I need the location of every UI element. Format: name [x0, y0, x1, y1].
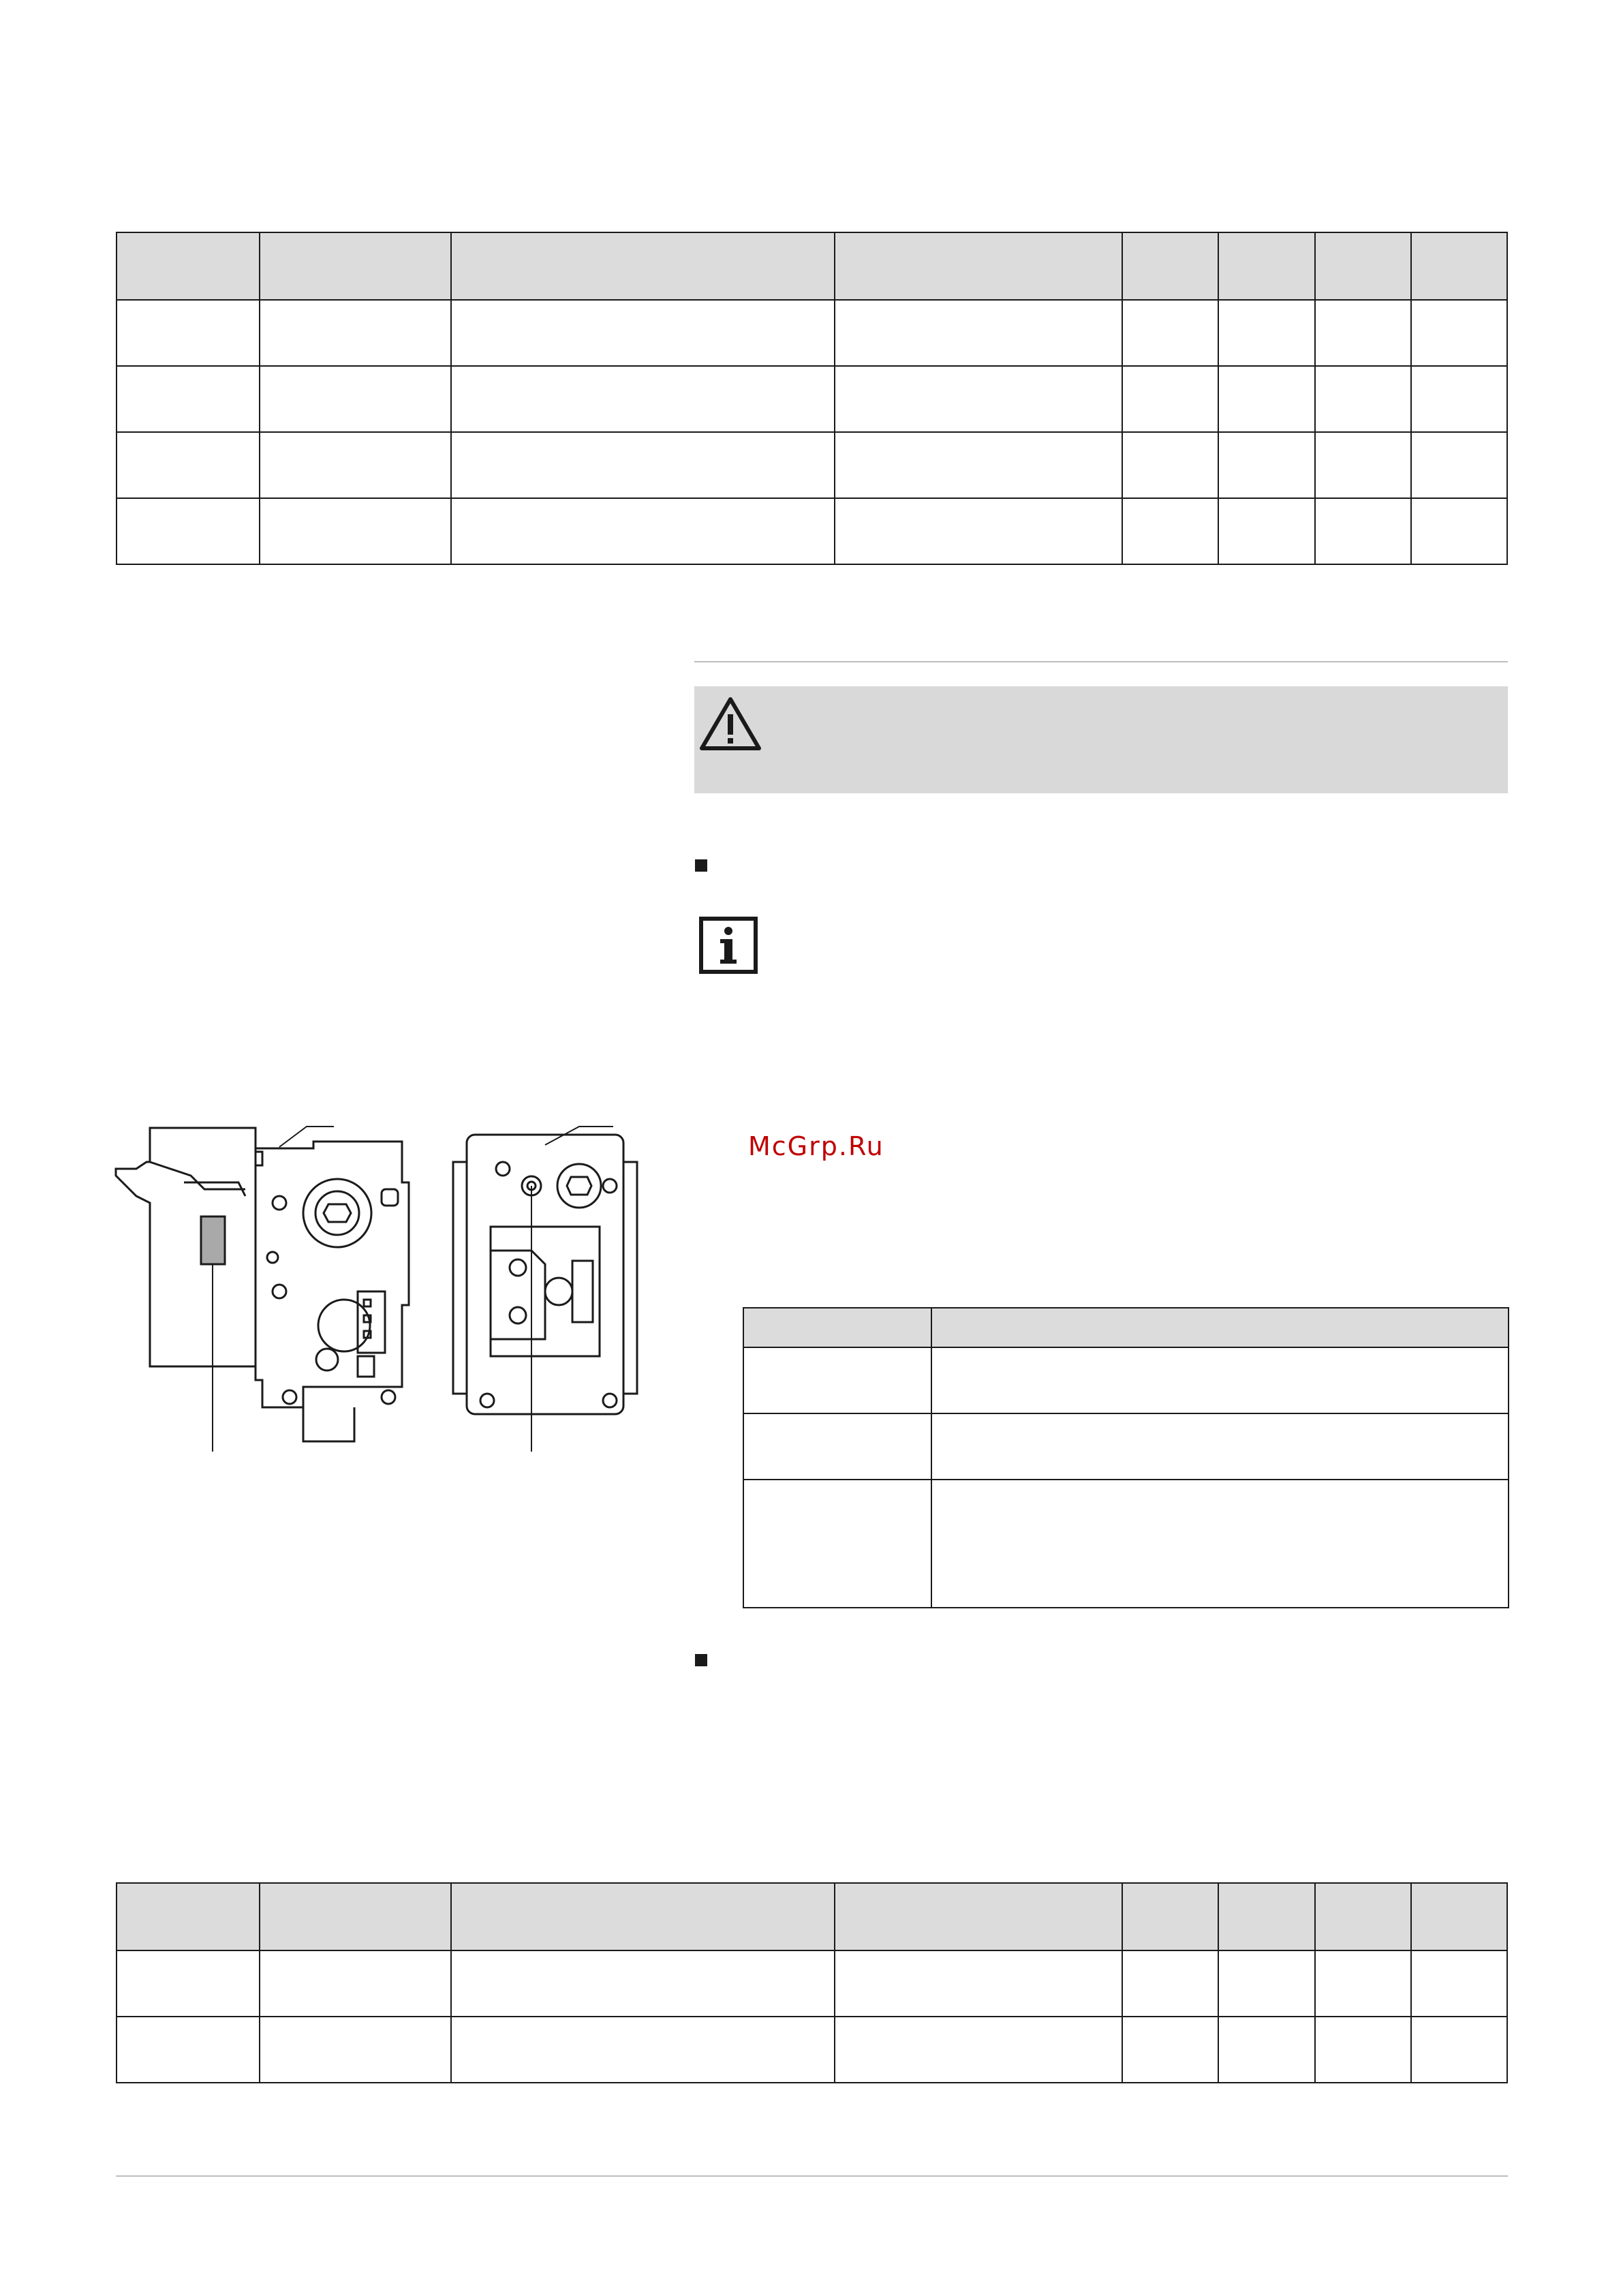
table-cell	[117, 432, 260, 498]
table-cell	[1315, 366, 1411, 432]
table-cell	[260, 432, 450, 498]
table-cell	[1315, 498, 1411, 564]
table-row	[743, 1413, 1509, 1480]
table-header-row	[743, 1308, 1509, 1347]
table-cell	[1122, 366, 1218, 432]
table-cell	[1411, 1950, 1507, 2017]
table-cell	[931, 1480, 1509, 1608]
info-icon	[698, 916, 758, 975]
watermark-text: McGrp.Ru	[748, 1131, 884, 1161]
table-cell	[1218, 366, 1314, 432]
table-header-cell	[1122, 1883, 1218, 1950]
table-cell	[931, 1413, 1509, 1480]
table-header-cell	[117, 1883, 260, 1950]
table-row	[117, 432, 1507, 498]
table-header-cell	[743, 1308, 931, 1347]
table-cell	[835, 366, 1123, 432]
table-cell	[931, 1347, 1509, 1413]
legend-table	[743, 1307, 1509, 1608]
table-header-cell	[451, 1883, 835, 1950]
table-cell	[1218, 498, 1314, 564]
table-cell	[260, 498, 450, 564]
table-cell	[451, 1950, 835, 2017]
table-cell	[1122, 498, 1218, 564]
table-cell	[743, 1413, 931, 1480]
table-cell	[1218, 432, 1314, 498]
table-cell	[451, 300, 835, 366]
table-cell	[835, 300, 1123, 366]
warning-box	[694, 686, 1508, 793]
table-cell	[1122, 432, 1218, 498]
table-row	[117, 1950, 1507, 2017]
table-header-cell	[1218, 232, 1314, 300]
table-header-cell	[931, 1308, 1509, 1347]
table-cell	[1122, 1950, 1218, 2017]
table-cell	[117, 366, 260, 432]
table-cell	[260, 300, 450, 366]
table-cell	[743, 1480, 931, 1608]
square-bullet	[695, 859, 707, 872]
table-header-row	[117, 232, 1507, 300]
table-header-cell	[1411, 1883, 1507, 1950]
table-header-cell	[1218, 1883, 1314, 1950]
table-row	[117, 366, 1507, 432]
table-cell	[1218, 1950, 1314, 2017]
table-row	[743, 1480, 1509, 1608]
table-header-cell	[1315, 1883, 1411, 1950]
table-cell	[1218, 2017, 1314, 2083]
table-cell	[743, 1347, 931, 1413]
table-cell	[1315, 1950, 1411, 2017]
table-cell	[835, 2017, 1123, 2083]
table-cell	[1122, 2017, 1218, 2083]
table-row	[117, 2017, 1507, 2083]
table-cell	[1315, 300, 1411, 366]
warning-triangle-icon	[698, 694, 763, 754]
table-cell	[1122, 300, 1218, 366]
table-cell	[835, 1950, 1123, 2017]
bottom-data-table	[116, 1882, 1508, 2083]
table-cell	[1218, 300, 1314, 366]
table-header-cell	[835, 232, 1123, 300]
table-cell	[260, 1950, 450, 2017]
table-cell	[260, 366, 450, 432]
table-cell	[451, 498, 835, 564]
table-cell	[117, 1950, 260, 2017]
table-cell	[117, 300, 260, 366]
table-cell	[1411, 2017, 1507, 2083]
table-cell	[451, 366, 835, 432]
table-header-cell	[835, 1883, 1123, 1950]
square-bullet	[695, 1654, 707, 1666]
table-cell	[117, 498, 260, 564]
table-header-cell	[117, 232, 260, 300]
table-row	[117, 300, 1507, 366]
table-cell	[835, 498, 1123, 564]
table-header-cell	[1122, 232, 1218, 300]
table-cell	[260, 2017, 450, 2083]
table-header-cell	[260, 232, 450, 300]
table-cell	[451, 432, 835, 498]
top-data-table	[116, 232, 1508, 565]
table-row	[117, 498, 1507, 564]
footer-divider	[116, 2175, 1508, 2177]
table-header-cell	[1411, 232, 1507, 300]
table-cell	[1411, 366, 1507, 432]
section-divider	[694, 661, 1508, 662]
table-cell	[835, 432, 1123, 498]
table-header-cell	[451, 232, 835, 300]
table-header-cell	[260, 1883, 450, 1950]
table-cell	[1315, 432, 1411, 498]
gas-valve-illustration	[109, 1121, 640, 1475]
table-cell	[1315, 2017, 1411, 2083]
table-header-row	[117, 1883, 1507, 1950]
table-cell	[451, 2017, 835, 2083]
table-cell	[1411, 300, 1507, 366]
table-cell	[1411, 432, 1507, 498]
table-header-cell	[1315, 232, 1411, 300]
table-cell	[1411, 498, 1507, 564]
table-row	[743, 1347, 1509, 1413]
table-cell	[117, 2017, 260, 2083]
